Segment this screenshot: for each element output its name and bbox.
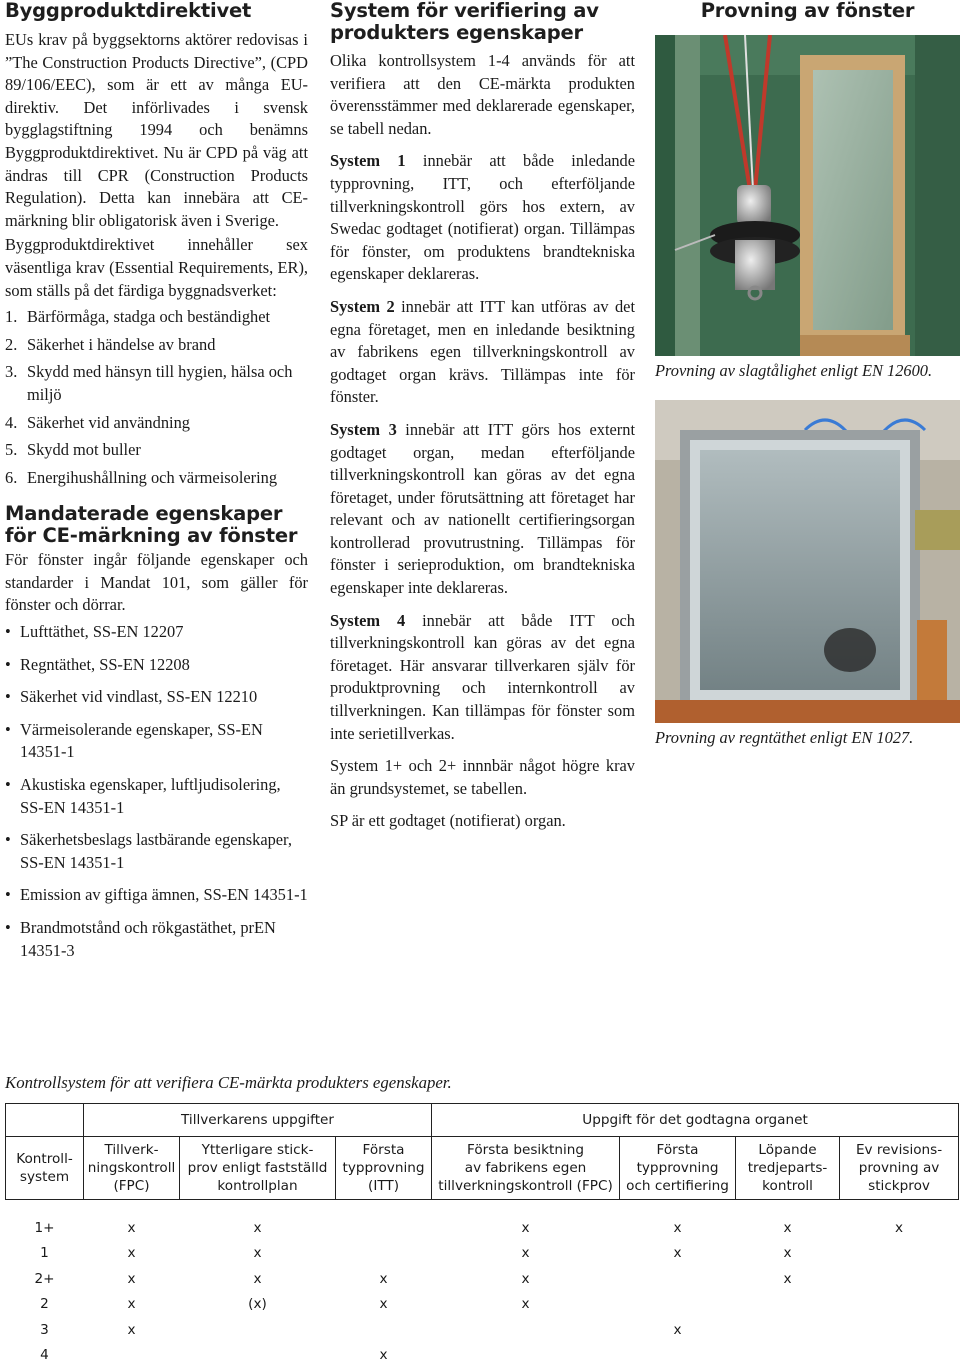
table-cell: x [521,1296,530,1313]
list-item: • Brandmotstånd och rökgastäthet, prEN 14351-3 [5,917,308,962]
table-cell: x [379,1347,388,1364]
list-number: 6. [5,467,18,487]
table-cell: x [253,1219,262,1236]
table-cell: 1 [40,1245,49,1262]
table-cell [840,1241,959,1267]
system-text: innebär att ITT kan utföras av det egna företaget, men en inledande besiktning av fabrikens egen tillverkningskontroll av godtaget organ krävs. Tillämpas inte för fönster. [330,296,636,407]
list-text: Säkerhet vid användning [27,412,190,432]
table-cell [736,1343,840,1369]
table-cell [840,1292,959,1318]
column-header: Första typprovning och certifiering [620,1137,736,1200]
table-cell [180,1343,336,1369]
system-label: System 4 [330,610,406,630]
table-cell: x [253,1245,262,1262]
list-item [5,306,308,329]
paragraph-requirements-intro: Byggproduktdirektivet innehåller sex väsentliga krav (Essential Requirements, ER), som ställs på det färdiga byggnadsverket: [5,235,308,300]
list-item [5,412,308,435]
table-cell: x [127,1219,136,1236]
table-cell [336,1241,432,1267]
caption-rain-test: Provning av regntäthet enligt EN 1027. [655,727,914,747]
photo-impact-test [655,35,960,356]
table-cell: x [673,1321,682,1338]
list-text: Energihushållning och värmeisolering [27,467,278,487]
list-item: • Regntäthet, SS-EN 12208 [5,654,308,677]
paragraph-sp: SP är ett godtaget (notifierat) organ. [330,811,566,831]
table-cell: (x) [248,1296,267,1313]
table-cell: 2 [40,1296,49,1313]
paragraph-system-plus: System 1+ och 2+ innnbär något högre krav än grundsystemet, se tabellen. [330,756,635,798]
system-text: innebär att ITT görs hos externt godtaget organ, medan efterföljande tillverkningskontroll kan göras av det egna företaget, under förutsättning att företaget har relevant och av nationellt certifieringsorgan kontrollerad provutrustning. Tillämpas för fönster i serieproduktion, om brandtekniska egenskaper inte deklareras. [330,419,635,598]
control-system-table [5,1103,959,1368]
table-cell [736,1317,840,1343]
list-number: 2. [5,334,18,354]
table-corner-cell [6,1104,84,1137]
column-header: Kontroll- system [6,1137,84,1200]
table-cell: x [521,1270,530,1287]
list-item [5,467,308,490]
table-cell: x [521,1245,530,1262]
table-cell [336,1215,432,1241]
table-row [6,1317,959,1343]
table-cell [840,1317,959,1343]
list-text: Bärförmåga, stadga och beständighet [27,307,271,327]
table-cell: x [127,1321,136,1338]
system-label: System 1 [330,151,406,171]
table-row [6,1266,959,1292]
table-cell: 1+ [34,1219,55,1236]
list-item [5,361,308,406]
photo-rain-test [655,400,960,723]
table-row [6,1241,959,1267]
table-cell: x [895,1219,904,1236]
list-item: • Värmeisolerande egenskaper, SS-EN 14351-1 [5,719,308,764]
table-row [6,1215,959,1241]
group-header-notified-body: Uppgift för det godtagna organet [432,1104,959,1137]
table-group-row [6,1104,959,1137]
paragraph-intro: EUs krav på byggsektorns aktörer redovisas i ”The Construction Products Directive”, (CPD 89/106/EEC), som är ett av många EU-direktiv. Det införlivades i svensk bygglagstiftning 1994 och benämns Byggproduktdirektivet. Nu är CPD på väg att ändras till CPR (Construction Products Regulation). Detta kan innebära att CE-märkning blir obligatorisk även i Sverige. [5,30,308,230]
column-header: Ev revisions- provning av stickprov [840,1137,959,1200]
list-item: • Emission av giftiga ämnen, SS-EN 14351-1 [5,884,308,907]
table-cell [620,1292,736,1318]
column-left [5,0,308,972]
group-header-manufacturer: Tillverkarens uppgifter [84,1104,432,1137]
table-cell [84,1343,180,1369]
column-header: Ytterligare stick- prov enligt fastställd kontrollplan [180,1137,336,1200]
table-cell [620,1343,736,1369]
table-cell [432,1343,620,1369]
table-cell [840,1343,959,1369]
system-text: innebär att både ITT och tillverkningskontroll kan göras av det egna företaget. Här ansvarar tillverkaren själv för produktprovning och internkontroll av tillverkningen. Kan tillämpas för fönster som inte serietillverkas. [330,610,635,743]
heading-byggproduktdirektivet: Byggproduktdirektivet [5,0,252,22]
table-cell: x [673,1245,682,1262]
paragraph-system-2 [330,296,635,409]
column-header: Tillverk- ningskontroll (FPC) [84,1137,180,1200]
list-item: • Säkerhet vid vindlast, SS-EN 12210 [5,686,308,709]
list-item: • Säkerhetsbeslags lastbärande egenskaper, SS-EN 14351-1 [5,829,308,874]
table-header-row [6,1137,959,1200]
list-item: • Akustiska egenskaper, luftljudisolering, SS-EN 14351-1 [5,774,308,819]
table-cell: x [127,1296,136,1313]
paragraph-systems-intro: Olika kontrollsystem 1-4 används för att verifiera att den CE-märkta produkten överensstämmer med deklarerade egenskaper, se tabell nedan. [330,51,635,138]
table-caption: Kontrollsystem för att verifiera CE-märkta produkters egenskaper. [5,1073,452,1092]
column-header: Löpande tredjeparts- kontroll [736,1137,840,1200]
table-cell [840,1266,959,1292]
table-cell: 4 [40,1347,49,1364]
table-cell [336,1317,432,1343]
paragraph-system-4 [330,610,635,746]
table-row [6,1292,959,1318]
impact-test-image [655,35,960,356]
table-cell [736,1292,840,1318]
table-cell: x [379,1270,388,1287]
table-cell: x [783,1219,792,1236]
table-cell: x [521,1219,530,1236]
column-header: Första besiktning av fabrikens egen tillverkningskontroll (FPC) [432,1137,620,1200]
list-text: Säkerhet i händelse av brand [27,334,216,354]
system-text: innebär att både inledande typprovning, ITT, och efterföljande tillverkningskontroll görs hos extern, av Swedac godtaget (notifierat) organ. Tillämpas för fönster, om produktens brandtekniska egenskaper deklareras. [330,151,636,284]
rain-test-image [655,400,960,723]
table-cell: x [127,1270,136,1287]
properties-list [5,621,308,962]
heading-provning: Provning av fönster [700,0,915,22]
column-middle [330,0,635,833]
caption-impact-test: Provning av slagtålighet enligt EN 12600. [655,361,933,380]
heading-system-verifiering: System för verifiering av produkters egenskaper [330,0,599,44]
heading-mandaterade: Mandaterade egenskaper för CE-märkning av fönster [5,502,298,548]
list-number: 5. [5,440,18,460]
paragraph-mandat: För fönster ingår följande egenskaper och standarder i Mandat 101, som gäller för fönster och dörrar. [5,550,308,615]
system-label: System 2 [330,296,395,316]
table-cell [432,1317,620,1343]
table-cell: x [673,1219,682,1236]
table-cell: x [379,1296,388,1313]
requirements-list [5,306,308,489]
list-number: 3. [5,362,18,382]
table-cell: x [253,1270,262,1287]
list-item: • Lufttäthet, SS-EN 12207 [5,621,308,644]
table-cell: x [783,1245,792,1262]
paragraph-system-1 [330,150,635,286]
table-cell [620,1266,736,1292]
column-header: Första typprovning (ITT) [336,1137,432,1200]
table-cell: 2+ [34,1270,55,1287]
system-label: System 3 [330,419,397,439]
list-item [5,439,308,462]
list-text: Skydd med hänsyn till hygien, hälsa och miljö [27,362,293,404]
list-item [5,334,308,357]
list-text: Skydd mot buller [27,440,141,460]
table-row [6,1343,959,1369]
table-cell: 3 [40,1321,49,1338]
paragraph-system-3 [330,419,635,600]
table-cell [180,1317,336,1343]
column-right [655,0,960,749]
list-number: 1. [5,307,18,327]
table-cell: x [783,1270,792,1287]
table-cell: x [127,1245,136,1262]
list-number: 4. [5,412,18,432]
